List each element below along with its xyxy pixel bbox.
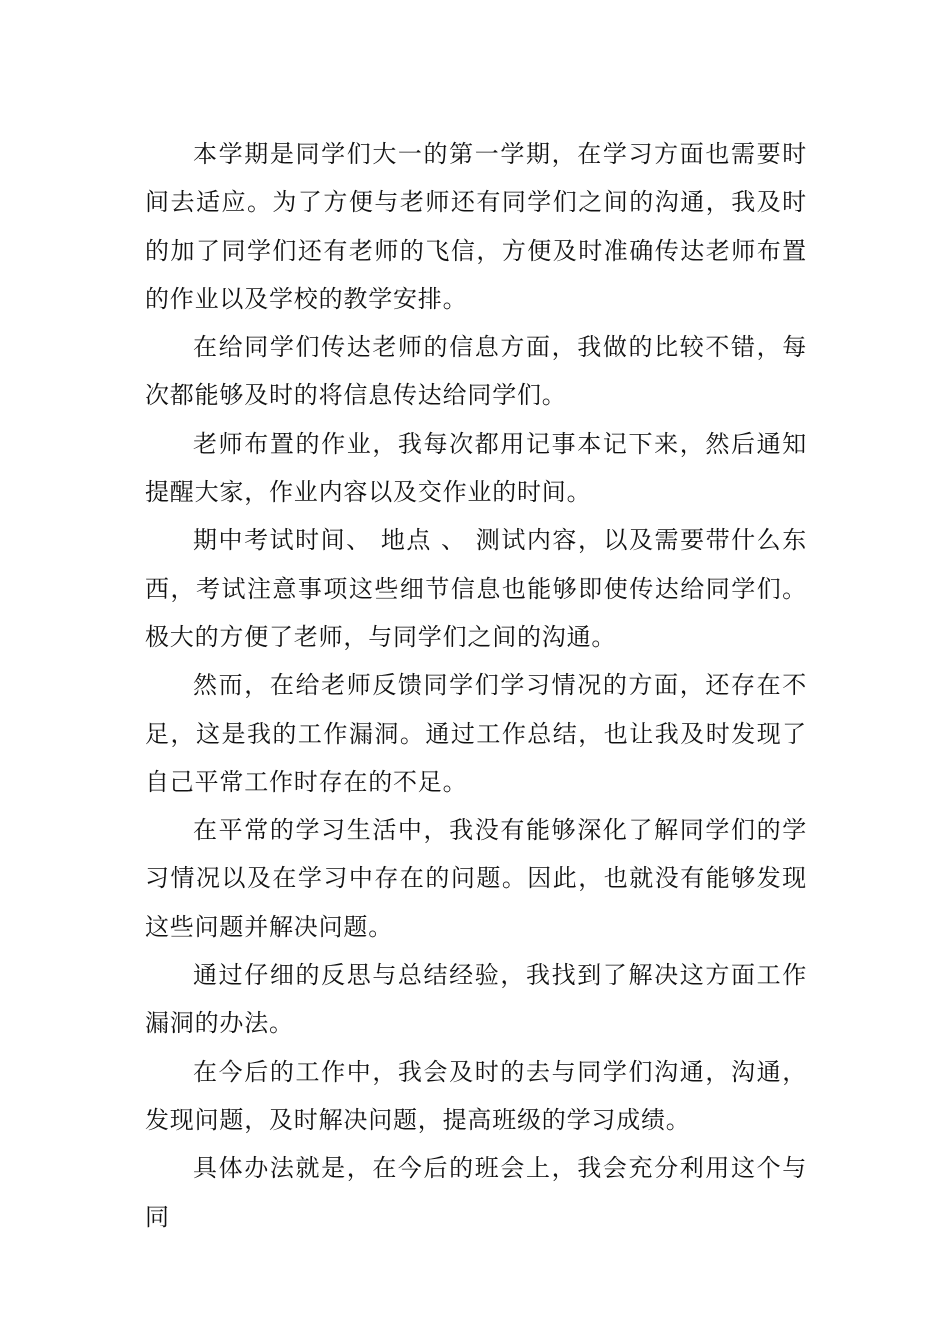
document-body: [145, 130, 807, 1241]
paragraph-1: 本学期是同学们大一的第一学期，在学习方面也需要时间去适应。为了方便与老师还有同学们之间的沟通，我及时的加了同学们还有老师的飞信，方便及时准确传达老师布置的作业以及学校的教学安排。: [145, 140, 807, 313]
paragraph-5: 然而，在给老师反馈同学们学习情况的方面，还存在不足，这是我的工作漏洞。通过工作总结，也让我及时发现了自己平常工作时存在的不足。: [145, 671, 807, 796]
paragraph-8: 在今后的工作中，我会及时的去与同学们沟通，沟通，发现问题，及时解决问题，提高班级的学习成绩。: [145, 1057, 807, 1134]
paragraph-6: 在平常的学习生活中，我没有能够深化了解同学们的学习情况以及在学习中存在的问题。因此，也就没有能够发现这些问题并解决问题。: [145, 816, 807, 941]
paragraph-4: 期中考试时间、 地点 、 测试内容，以及需要带什么东西，考试注意事项这些细节信息也能够即使传达给同学们。极大的方便了老师，与同学们之间的沟通。: [145, 526, 807, 651]
paragraph-9: 具体办法就是，在今后的班会上，我会充分利用这个与同: [145, 1154, 807, 1231]
paragraph-2: 在给同学们传达老师的信息方面，我做的比较不错，每次都能够及时的将信息传达给同学们。: [145, 333, 807, 410]
paragraph-7: 通过仔细的反思与总结经验，我找到了解决这方面工作漏洞的办法。: [145, 961, 807, 1038]
paragraph-3: 老师布置的作业，我每次都用记事本记下来，然后通知提醒大家，作业内容以及交作业的时间。: [145, 429, 807, 507]
